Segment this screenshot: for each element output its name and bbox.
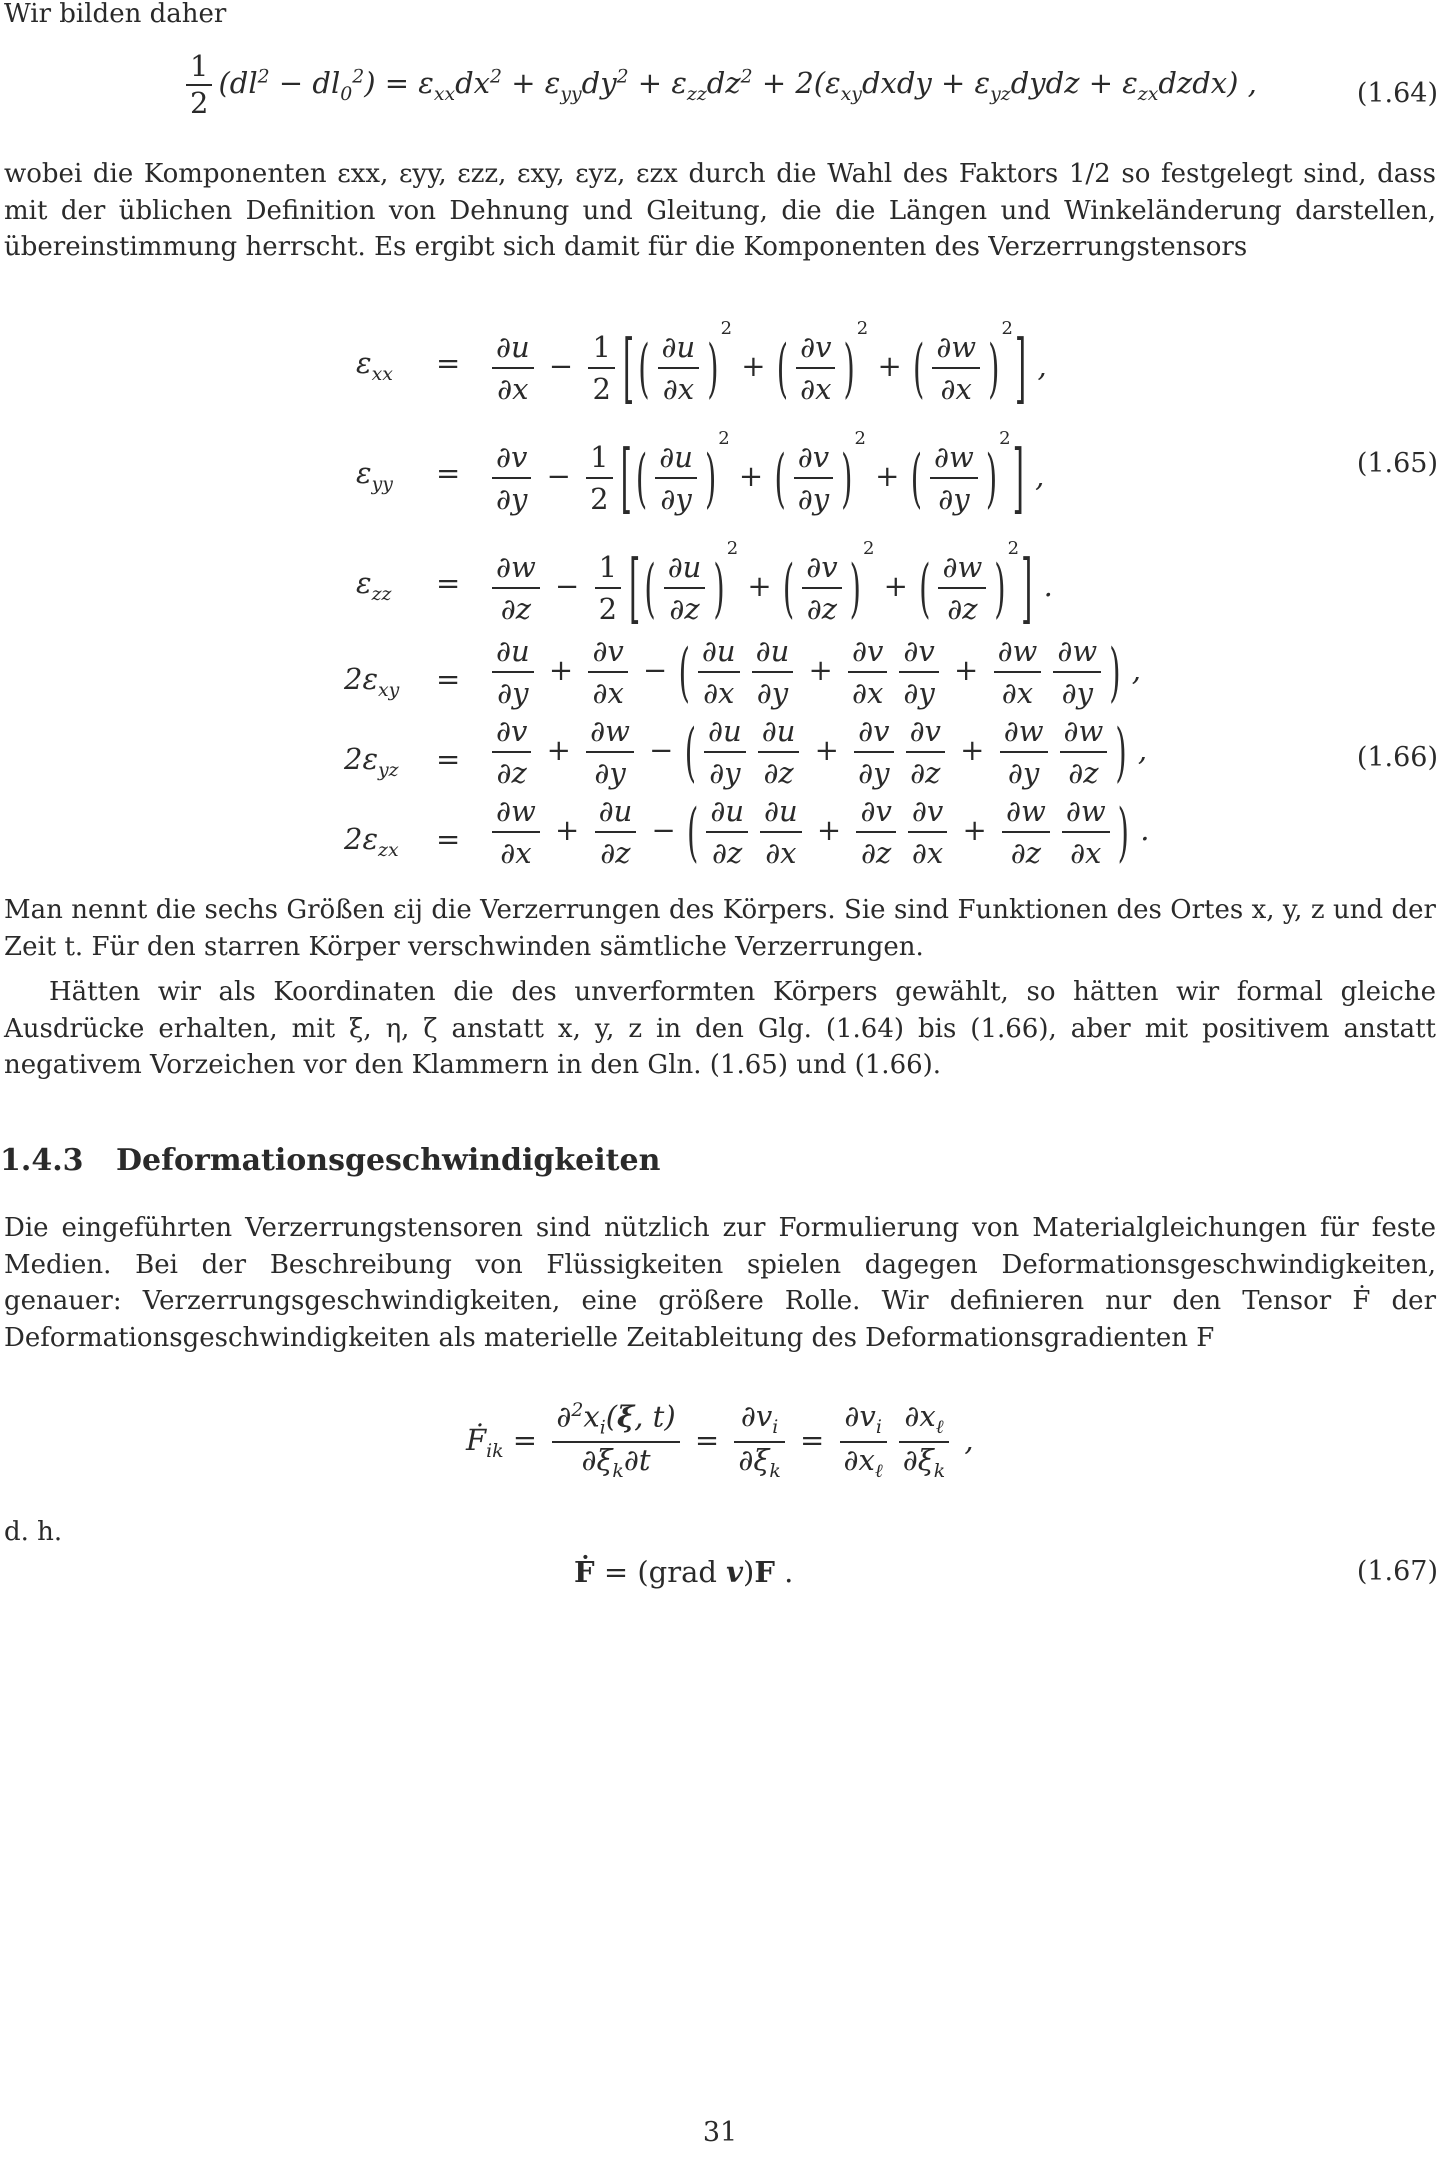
equation-fdot-ik: Ḟ$_{ik}$ = $\frac{\partial^2x_i(\xi, t)}{\partial\xi_k\partial t}$ = $\frac{\partial v_i}{\partial\xi_k}$ = $\frac{\partial v_i}{\partial x_\ell}$ $\frac{\partial x_\ell}{\partial\xi_k}$ , [466,1399,974,1483]
section-number: 1.4.3 [0,1143,84,1178]
dh-text: d. h. [4,1517,63,1547]
section-title: Deformationsgeschwindigkeiten [116,1143,661,1178]
equation-number-1-66: (1.66) [1356,742,1438,773]
lhs-eyy: $\varepsilon_{yy}$ [356,456,393,495]
paragraph-coordinates: Hätten wir als Koordinaten die des unverformten Körpers gewählt, so hätten wir formal gleiche Ausdrücke erhalten, mit ξ, η, ζ anstatt x, y, z in den Glg. (1.64) bis (1.66), aber mit positivem anstatt negativem Vorzeichen vor den Klammern in den Gln. (1.65) und (1.66). [4,977,1436,1080]
equation-number-1-65: (1.65) [1356,448,1438,479]
lhs-2eyz: $2\varepsilon_{yz}$ [344,742,399,781]
equation-1-67: Ḟ = (grad v)F . [574,1555,794,1589]
page: Wir bilden daher $\frac{1}{2}$ $(dl^2 - dl_0^2) = \varepsilon_{xx}dx^2 + \varepsilon_{yy}dy^2 + \varepsilon_{zz}dz^2$ + $2(\varepsilon_{xy}dxdy$ + $\varepsilon_{yz}dydz$ + $\varepsilon_{zx}dzdx$) , (1.64) wobei die Komponenten εxx, εyy, εzz, εxy, εyz, εzx durch die Wahl des Faktors 1/2 so festgelegt sind, dass mit der üblichen Definition von Dehnung und Gleitung, die die Längen und Winkeländerung darstellen, übereinstimmung herrscht. Es ergibt sich damit für die Komponenten des Verzerrungstensors $\varepsilon_{xx}$ = $\frac{\partial u}{\partial x}$ − $\frac{1}{2}$ [ ( $\frac{\partial u}{\partial x}$ )$^2$ + ( $\frac{\partial v}{\partial x}$ )$^2$ + ( $\frac{\partial w}{\partial x}$ )$^2$] , $\varepsilon_{yy}$ = $\frac{\partial v}{\partial y}$ − $\frac{1}{2}$ [ ( $\frac{\partial u}{\partial y}$ )$^2$ + ( $\frac{\partial v}{\partial y}$ )$^2$ + ( $\frac{\partial w}{\partial y}$ )$^2$] , $\varepsilon_{zz}$ = $\frac{\partial w}{\partial z}$ − $\frac{1}{2}$ [ ( $\frac{\partial u}{\partial z}$ )$^2$ + ( $\frac{\partial v}{\partial z}$ )$^2$ + ( $\frac{\partial w}{\partial z}$ )$^2$] . (1.65) $2\varepsilon_{xy}$ = $\frac{\partial u}{\partial y}$ + $\frac{\partial v}{\partial x}$ − ( $\frac{\partial u}{\partial x}$ $\frac{\partial u}{\partial y}$ + $\frac{\partial v}{\partial x}$ $\frac{\partial v}{\partial y}$ + $\frac{\partial w}{\partial x}$ $\frac{\partial w}{\partial y}$ ) , $2\varepsilon_{yz}$ = $\frac{\partial v}{\partial z}$ + $\frac{\partial w}{\partial y}$ − ( $\frac{\partial u}{\partial y}$ $\frac{\partial u}{\partial z}$ + $\frac{\partial v}{\partial y}$ $\frac{\partial v}{\partial z}$ + $\frac{\partial w}{\partial y}$ $\frac{\partial w}{\partial z}$ ) , $2\varepsilon_{zx}$ = $\frac{\partial w}{\partial x}$ + $\frac{\partial u}{\partial z}$ − ( $\frac{\partial u}{\partial z}$ $\frac{\partial u}{\partial x}$ + $\frac{\partial v}{\partial z}$ $\frac{\partial v}{\partial x}$ + $\frac{\partial w}{\partial z}$ $\frac{\partial w}{\partial x}$ ) . (1.66) Man nennt die sechs Größen εij die Verzerrungen des Körpers. Sie sind Funktionen des Ortes x, y, z und der Zeit t. Für den starren Körper verschwinden sämtliche Verzerrungen. Hätten wir als Koordinaten die des unverformten Körpers gewählt, so hätten wir formal gleiche Ausdrücke erhalten, mit ξ, η, ζ anstatt x, y, z in den Glg. (1.64) bis (1.66), aber mit positivem anstatt negativem Vorzeichen vor den Klammern in den Gln. (1.65) und (1.66). 1.4.3 Deformationsgeschwindigkeiten Die eingeführten Verzerrungstensoren sind nützlich zur Formulierung von Materialgleichungen für feste Medien. Bei der Beschreibung von Flüssigkeiten spielen dagegen Deformationsgeschwindigkeiten, genauer: Verzerrungsgeschwindigkeiten, eine größere Rolle. Wir definieren nur den Tensor Ḟ der Deformationsgeschwindigkeiten als materielle Zeitableitung des Deformationsgradienten F Ḟ$_{ik}$ = $\frac{\partial^2x_i(\xi, t)}{\partial\xi_k\partial t}$ = $\frac{\partial v_i}{\partial\xi_k}$ = $\frac{\partial v_i}{\partial x_\ell}$ $\frac{\partial x_\ell}{\partial\xi_k}$ , d. h. Ḟ = (grad v)F . (1.67) 31 [0,0,1440,2157]
rhs-2eyz: $\frac{\partial v}{\partial z}$ + $\frac{\partial w}{\partial y}$ − ( $\frac{\partial u}{\partial y}$ $\frac{\partial u}{\partial z}$ + $\frac{\partial v}{\partial y}$ $\frac{\partial v}{\partial z}$ + $\frac{\partial w}{\partial y}$ $\frac{\partial w}{\partial z}$ ) , [486,714,1147,790]
rhs-2ezx: $\frac{\partial w}{\partial x}$ + $\frac{\partial u}{\partial z}$ − ( $\frac{\partial u}{\partial z}$ $\frac{\partial u}{\partial x}$ + $\frac{\partial v}{\partial z}$ $\frac{\partial v}{\partial x}$ + $\frac{\partial w}{\partial z}$ $\frac{\partial w}{\partial x}$ ) . [486,794,1149,870]
equation-1-64: $\frac{1}{2}$ $(dl^2 - dl_0^2) = \varepsilon_{xx}dx^2 + \varepsilon_{yy}dy^2 + \varepsilon_{zz}dz^2$ + $2(\varepsilon_{xy}dxdy$ + $\varepsilon_{yz}dydz$ + $\varepsilon_{zx}dzdx$) , [180,52,1257,118]
page-number: 31 [702,2117,738,2148]
rhs-ezz: $\frac{\partial w}{\partial z}$ − $\frac{1}{2}$ [ ( $\frac{\partial u}{\partial z}$ )$^2$ + ( $\frac{\partial v}{\partial z}$ )$^2$ + ( $\frac{\partial w}{\partial z}$ )$^2$] . [486,538,1053,626]
intro-text: Wir bilden daher [4,0,227,29]
lhs-exx: $\varepsilon_{xx}$ [356,346,393,385]
lhs-2ezx: $2\varepsilon_{zx}$ [344,822,399,861]
lhs-2exy: $2\varepsilon_{xy}$ [344,662,400,701]
equation-number-1-67: (1.67) [1356,1556,1438,1587]
section-heading [0,1143,660,1178]
rhs-2exy: $\frac{\partial u}{\partial y}$ + $\frac{\partial v}{\partial x}$ − ( $\frac{\partial u}{\partial x}$ $\frac{\partial u}{\partial y}$ + $\frac{\partial v}{\partial x}$ $\frac{\partial v}{\partial y}$ + $\frac{\partial w}{\partial x}$ $\frac{\partial w}{\partial y}$ ) , [486,634,1141,710]
rhs-exx: $\frac{\partial u}{\partial x}$ − $\frac{1}{2}$ [ ( $\frac{\partial u}{\partial x}$ )$^2$ + ( $\frac{\partial v}{\partial x}$ )$^2$ + ( $\frac{\partial w}{\partial x}$ )$^2$] , [486,318,1047,406]
paragraph-names: Man nennt die sechs Größen εij die Verzerrungen des Körpers. Sie sind Funktionen des Ortes x, y, z und der Zeit t. Für den starren Körper verschwinden sämtliche Verzerrungen. [4,895,1436,962]
paragraph-components: wobei die Komponenten εxx, εyy, εzz, εxy, εyz, εzx durch die Wahl des Faktors 1/2 so festgelegt sind, dass mit der üblichen Definition von Dehnung und Gleitung, die die Längen und Winkeländerung darstellen, übereinstimmung herrscht. Es ergibt sich damit für die Komponenten des Verzerrungstensors [4,159,1436,262]
lhs-ezz: $\varepsilon_{zz}$ [356,566,392,605]
equation-number-1-64: (1.64) [1356,78,1438,109]
rhs-eyy: $\frac{\partial v}{\partial y}$ − $\frac{1}{2}$ [ ( $\frac{\partial u}{\partial y}$ )$^2$ + ( $\frac{\partial v}{\partial y}$ )$^2$ + ( $\frac{\partial w}{\partial y}$ )$^2$] , [486,428,1044,516]
paragraph-deformation: Die eingeführten Verzerrungstensoren sind nützlich zur Formulierung von Materialgleichungen für feste Medien. Bei der Beschreibung von Flüssigkeiten spielen dagegen Deformationsgeschwindigkeiten, genauer: Verzerrungsgeschwindigkeiten, eine größere Rolle. Wir definieren nur den Tensor Ḟ der Deformationsgeschwindigkeiten als materielle Zeitableitung des Deformationsgradienten F [4,1213,1436,1353]
